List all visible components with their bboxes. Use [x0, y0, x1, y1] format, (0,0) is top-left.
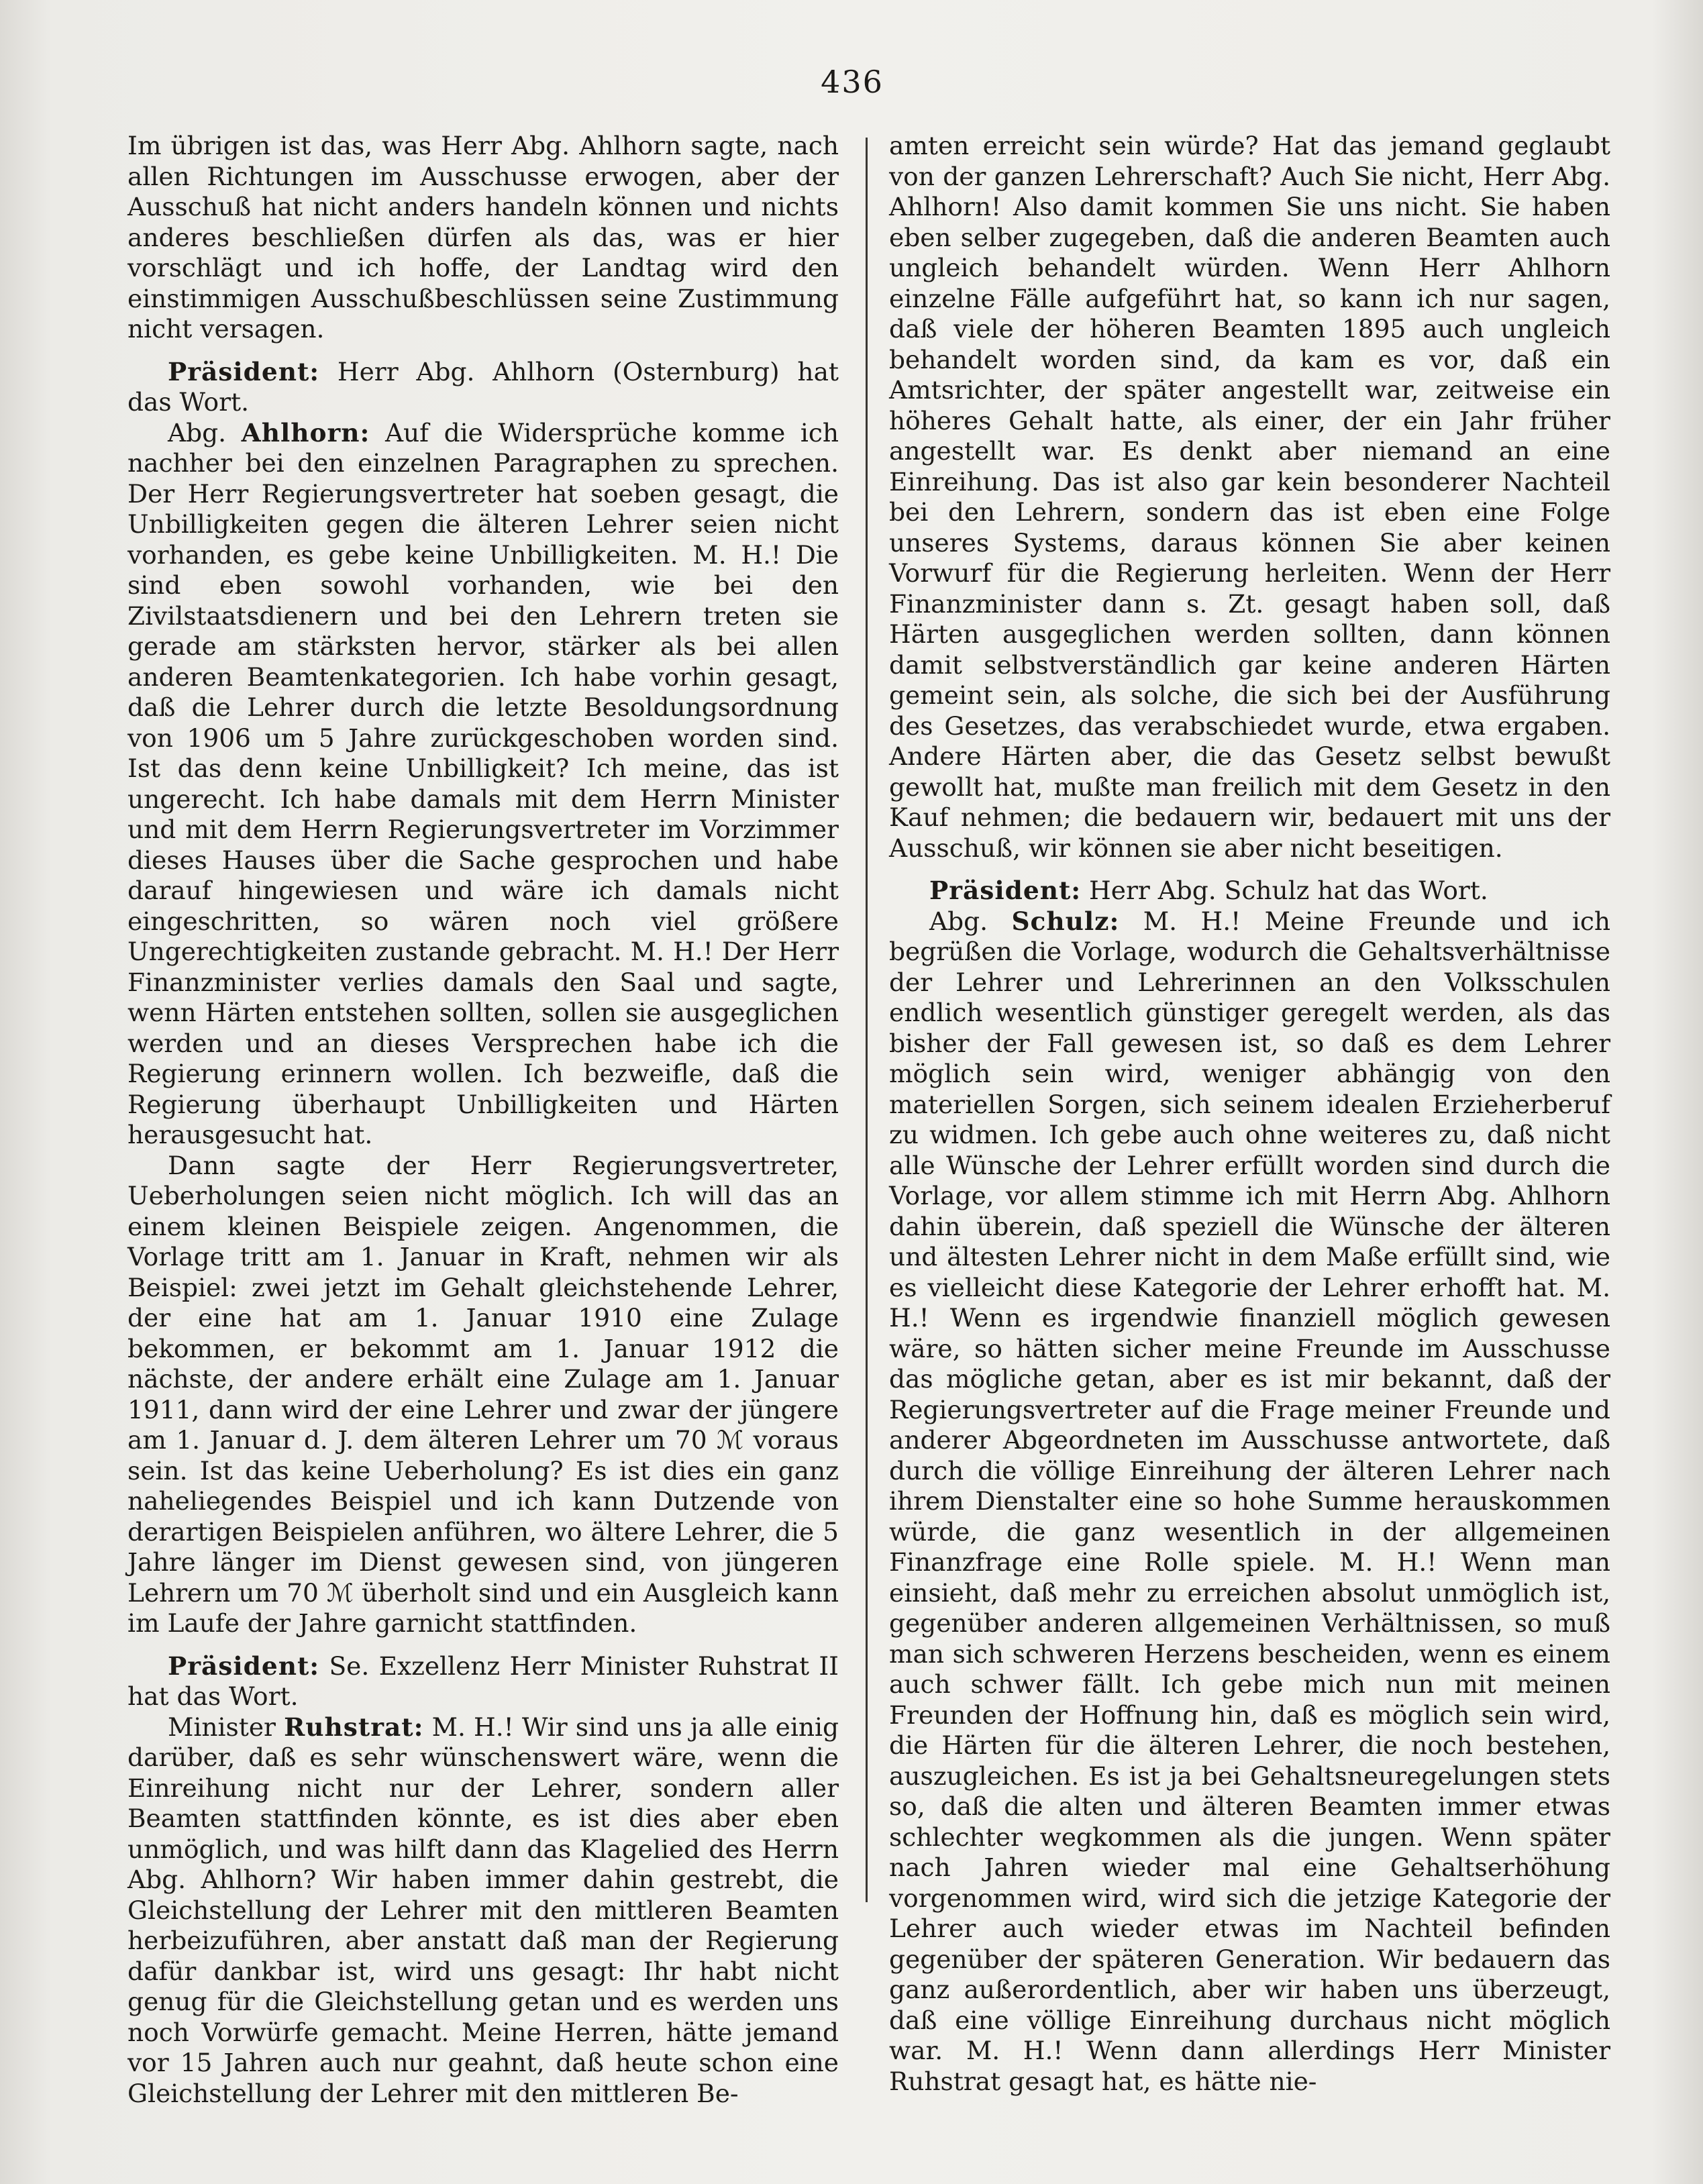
paragraph-text: Herr Abg. Schulz hat das Wort. — [1089, 876, 1488, 905]
paragraph-text: M. H.! Meine Freunde und ich begrüßen die Vorlage, wodurch die Gehaltsverhältnisse der Lehrer und Lehrerinnen an den Volksschulen endlich wesentlich günstiger geregelt werden, als das bisher der Fall gewesen ist, so daß es dem Lehrer möglich sein wird, weniger abhängig von den materiellen Sorgen, sich seinem idealen Erzieherberuf zu widmen. Ich gebe auch ohne weiteres zu, daß nicht alle Wünsche der Lehrer erfüllt worden sind durch die Vorlage, vor allem stimme ich mit Herrn Abg. Ahlhorn dahin überein, daß speziell die Wünsche der älteren und ältesten Lehrer nicht in dem Maße erfüllt sind, wie es vielleicht diese Kategorie der Lehrer erhofft hat. M. H.! Wenn es irgendwie finanziell möglich gewesen wäre, so hätten sicher meine Freunde im Ausschusse das mögliche getan, aber es ist mir bekannt, daß der Regierungsvertreter auf die Frage meiner Freunde und anderer Abgeordneten im Ausschusse antwortete, daß durch die völlige Einreihung der älteren Lehrer nach ihrem Dienstalter eine so hohe Summe herauskommen würde, die ganz wesentlich in der allgemeinen Finanzfrage eine Rolle spiele. M. H.! Wenn man einsieht, daß mehr zu erreichen absolut unmöglich ist, gegenüber anderen allgemeinen Verhältnissen, so muß man sich schweren Herzens bescheiden, wenn es einem auch schwer fällt. Ich gebe mich nun mit meinen Freunden der Hoffnung hin, daß es möglich sein wird, die Härten für die älteren Lehrer, die noch bestehen, auszugleichen. Es ist ja bei Gehaltsneuregelungen stets so, daß die alten und älteren Beamten immer etwas schlechter wegkommen als die jungen. Wenn später nach Jahren wieder mal eine Gehaltserhöhung vorgenommen wird, wird sich die jetzige Kategorie der Lehrer auch wieder etwas im Nachteil befinden gegenüber der späteren Generation. Wir bedauern das ganz außerordentlich, aber wir haben uns überzeugt, daß eine völlige Einreihung durchaus nicht möglich war. M. H.! Wenn dann allerdings Herr Minister Ruhstrat gesagt hat, es hätte nie- — [889, 906, 1611, 2096]
speaker-name: Ahlhorn: — [241, 417, 370, 448]
speaker-paragraph — [127, 1712, 839, 2110]
paragraph-text: Herr Abg. Ahlhorn (Osternburg) hat das Wort. — [127, 356, 839, 417]
paragraph: Im übrigen ist das, was Herr Abg. Ahlhorn sagte, nach allen Richtungen im Ausschusse erwogen, aber der Ausschuß hat nicht anders handeln können und nichts anderes beschließen dürfen als das, was er hier vorschlägt und ich hoffe, der Landtag wird den einstimmigen Ausschußbeschlüssen seine Zustimmung nicht versagen. — [127, 131, 839, 344]
paragraph-text: M. H.! Wir sind uns ja alle einig darüber, daß es sehr wünschenswert wäre, wenn die Einreihung nicht nur der Lehrer, sondern aller Beamten stattfinden könnte, es ist dies aber eben unmöglich, und was hilft dann das Klagelied des Herrn Abg. Ahlhorn? Wir haben immer dahin gestrebt, die Gleichstellung der Lehrer mit den mittleren Beamten herbeizuführen, aber anstatt daß man der Regierung dafür dankbar ist, wird uns gesagt: Ihr habt nicht genug für die Gleichstellung getan und es werden uns noch Vorwürfe gemacht. Meine Herren, hätte jemand vor 15 Jahren auch nur geahnt, daß heute schon eine Gleichstellung der Lehrer mit den mittleren Be- — [127, 1712, 839, 2108]
paragraph-text: Auf die Widersprüche komme ich nachher bei den einzelnen Paragraphen zu sprechen. Der Herr Regierungsvertreter hat soeben gesagt, die Unbilligkeiten gegen die älteren Lehrer seien nicht vorhanden, es gebe keine Unbilligkeiten. M. H.! Die sind eben sowohl vorhanden, wie bei den Zivilstaatsdienern und bei den Lehrern treten sie gerade am stärksten hervor, stärker als bei allen anderen Beamtenkategorien. Ich habe vorhin gesagt, daß die Lehrer durch die letzte Besoldungsordnung von 1906 um 5 Jahre zurückgeschoben worden sind. Ist das denn keine Unbilligkeit? Ich meine, das ist ungerecht. Ich habe damals mit dem Herrn Minister und mit dem Herrn Regierungsvertreter im Vorzimmer dieses Hauses über die Sache gesprochen und habe darauf hingewiesen und wäre ich damals nicht eingeschritten, so wären noch viel größere Ungerechtigkeiten zustande gebracht. M. H.! Der Herr Finanzminister verlies damals den Saal und sagte, wenn Härten entstehen sollten, sollen sie ausgeglichen werden und an dieses Versprechen habe ich die Regierung erinnern wollen. Ich bezweifle, daß die Regierung überhaupt Unbilligkeiten und Härten herausgesucht hat. — [127, 417, 839, 1149]
speaker-paragraph — [127, 357, 839, 418]
speaker-paragraph — [889, 876, 1610, 906]
speaker-role: Abg. — [929, 906, 988, 936]
speaker-name: Präsident: — [168, 1651, 320, 1681]
left-column — [127, 131, 839, 2109]
paragraph: amten erreicht sein würde? Hat das jemand geglaubt von der ganzen Lehrerschaft? Auch Sie nicht, Herr Abg. Ahlhorn! Also damit kommen Sie uns nicht. Sie haben eben selber zugegeben, daß die anderen Beamten auch ungleich behandelt würden. Wenn Herr Ahlhorn einzelne Fälle aufgeführt hat, so kann ich nur sagen, daß viele der höheren Beamten 1895 auch ungleich behandelt worden sind, da kam es vor, daß ein Amtsrichter, der später angestellt war, zeitweise ein höheres Gehalt hatte, als einer, der ein Jahr früher angestellt war. Es denkt aber niemand an eine Einreihung. Das ist also gar kein besonderer Nachteil bei den Lehrern, sondern das ist eben eine Folge unseres Systems, daraus können Sie aber keinen Vorwurf für die Regierung herleiten. Wenn der Herr Finanzminister dann s. Zt. gesagt haben soll, daß Härten ausgeglichen werden sollten, dann können damit selbstverständlich gar keine anderen Härten gemeint sein, als solche, die sich bei der Ausführung des Gesetzes, das verabschiedet wurde, etwa ergaben. Andere Härten aber, die das Gesetz selbst bewußt gewollt hat, mußte man freilich mit dem Gesetz in den Kauf nehmen; die bedauern wir, bedauert mit uns der Ausschuß, wir können sie aber nicht beseitigen. — [889, 131, 1610, 863]
right-column — [889, 131, 1610, 2097]
speaker-role: Minister — [168, 1712, 276, 1742]
speaker-paragraph — [127, 1651, 839, 1712]
speaker-name: Präsident: — [168, 356, 320, 386]
speaker-name: Präsident: — [929, 876, 1082, 905]
speaker-paragraph — [889, 906, 1610, 2097]
column-divider — [866, 138, 868, 1902]
speaker-name: Ruhstrat: — [284, 1712, 424, 1742]
speaker-name: Schulz: — [1011, 906, 1120, 936]
page-number: 436 — [821, 64, 884, 100]
speaker-paragraph — [127, 418, 839, 1151]
paragraph-text: Se. Exzellenz Herr Minister Ruhstrat II hat das Wort. — [127, 1651, 839, 1711]
paragraph: Dann sagte der Herr Regierungsvertreter, Ueberholungen seien nicht möglich. Ich will das an einem kleinen Beispiele zeigen. Angenommen, die Vorlage tritt am 1. Januar in Kraft, nehmen wir als Beispiel: zwei jetzt im Gehalt gleichstehende Lehrer, der eine hat am 1. Januar 1910 eine Zulage bekommen, er bekommt am 1. Januar 1912 die nächste, der andere erhält eine Zulage am 1. Januar 1911, dann wird der eine Lehrer und zwar der jüngere am 1. Januar d. J. dem älteren Lehrer um 70 ℳ voraus sein. Ist das keine Ueberholung? Es ist dies ein ganz naheliegendes Beispiel und ich kann Dutzende von derartigen Beispielen anführen, wo ältere Lehrer, die 5 Jahre länger im Dienst gewesen sind, von jüngeren Lehrern um 70 ℳ überholt sind und ein Ausgleich kann im Laufe der Jahre garnicht stattfinden. — [127, 1150, 839, 1638]
speaker-role: Abg. — [168, 417, 227, 448]
